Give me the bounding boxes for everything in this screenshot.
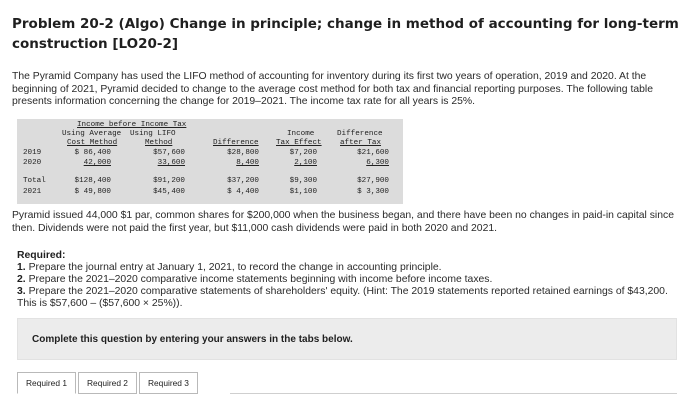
instruction-text: Complete this question by entering your answers in the tabs below. [32,334,353,345]
problem-intro: The Pyramid Company has used the LIFO method of accounting for inventory during its first two years of operation, 2019 and 2020. At the beginning of 2021, Pyramid decided to change to the average cost method for both tax and financial reporting purposes. The following table presents information concerning the change for 2019–2021. The income tax rate for all years is 25%. [12,71,653,108]
cell-avg: 42,000 [83,159,111,167]
row-label: Total [23,177,46,185]
cell-diff: 8,400 [236,159,259,167]
cell-tax: 2,100 [294,159,317,167]
header-cost-method: Cost Method [67,139,118,147]
header-using-lifo: Using LIFO [130,130,176,138]
header-difference-after: Difference [337,130,383,138]
required-item-1: 1. Prepare the journal entry at January 1, 2021, to record the change in accounting principle. [17,262,442,273]
instruction-banner [17,318,677,360]
cell-lifo: 33,600 [157,159,185,167]
cell-avg: $ 86,400 [74,149,111,157]
tab-required-2[interactable]: Required 2 [78,372,137,394]
cell-diff: $28,800 [227,149,259,157]
header-using-average: Using Average [62,130,122,138]
cell-after: $21,600 [357,149,389,157]
header-after-tax: after Tax [340,139,382,147]
header-method: Method [145,139,173,147]
required-item-2: 2. Prepare the 2021–2020 comparative income statements beginning with income before income taxes. [17,274,493,285]
row-label: 2019 [23,149,42,157]
tab-required-3[interactable]: Required 3 [139,372,198,394]
cell-avg: $ 49,800 [74,188,111,196]
cell-after: $27,900 [357,177,389,185]
cell-avg: $128,400 [74,177,111,185]
cell-tax: $9,300 [289,177,317,185]
inventory-table [17,119,403,204]
header-tax-effect: Tax Effect [276,139,322,147]
cell-lifo: $57,600 [153,149,185,157]
cell-diff: $ 4,400 [227,188,259,196]
row-label: 2020 [23,159,42,167]
cell-lifo: $91,200 [153,177,185,185]
problem-title: Problem 20-2 (Algo) Change in principle; change in method of accounting for long-term construction [LO20-2] [12,16,679,52]
answer-tabs [17,372,200,394]
tab-required-1[interactable]: Required 1 [17,372,76,394]
issued-paragraph: Pyramid issued 44,000 $1 par, common shares for $200,000 when the business began, and there have been no changes in paid-in capital since then. Dividends were not paid the first year, but $11,000 cash dividends were paid in both 2020 and 2021. [12,210,674,234]
cell-after: 6,300 [366,159,389,167]
required-heading: Required: [17,250,66,261]
cell-diff: $37,200 [227,177,259,185]
required-section [17,250,687,310]
cell-tax: $7,200 [289,149,317,157]
header-income-before-tax: Income before Income Tax [77,121,187,129]
header-income: Income [287,130,315,138]
cell-after: $ 3,300 [357,188,389,196]
header-difference: Difference [213,139,259,147]
required-item-3: 3. Prepare the 2021–2020 comparative statements of shareholders' equity. (Hint: The 2019 statements reported retained earnings of $43,200. This is $57,600 – ($57,600 × 25%)). [17,286,668,309]
cell-lifo: $45,400 [153,188,185,196]
row-label: 2021 [23,188,42,196]
tabs-divider [230,393,677,394]
cell-tax: $1,100 [289,188,317,196]
